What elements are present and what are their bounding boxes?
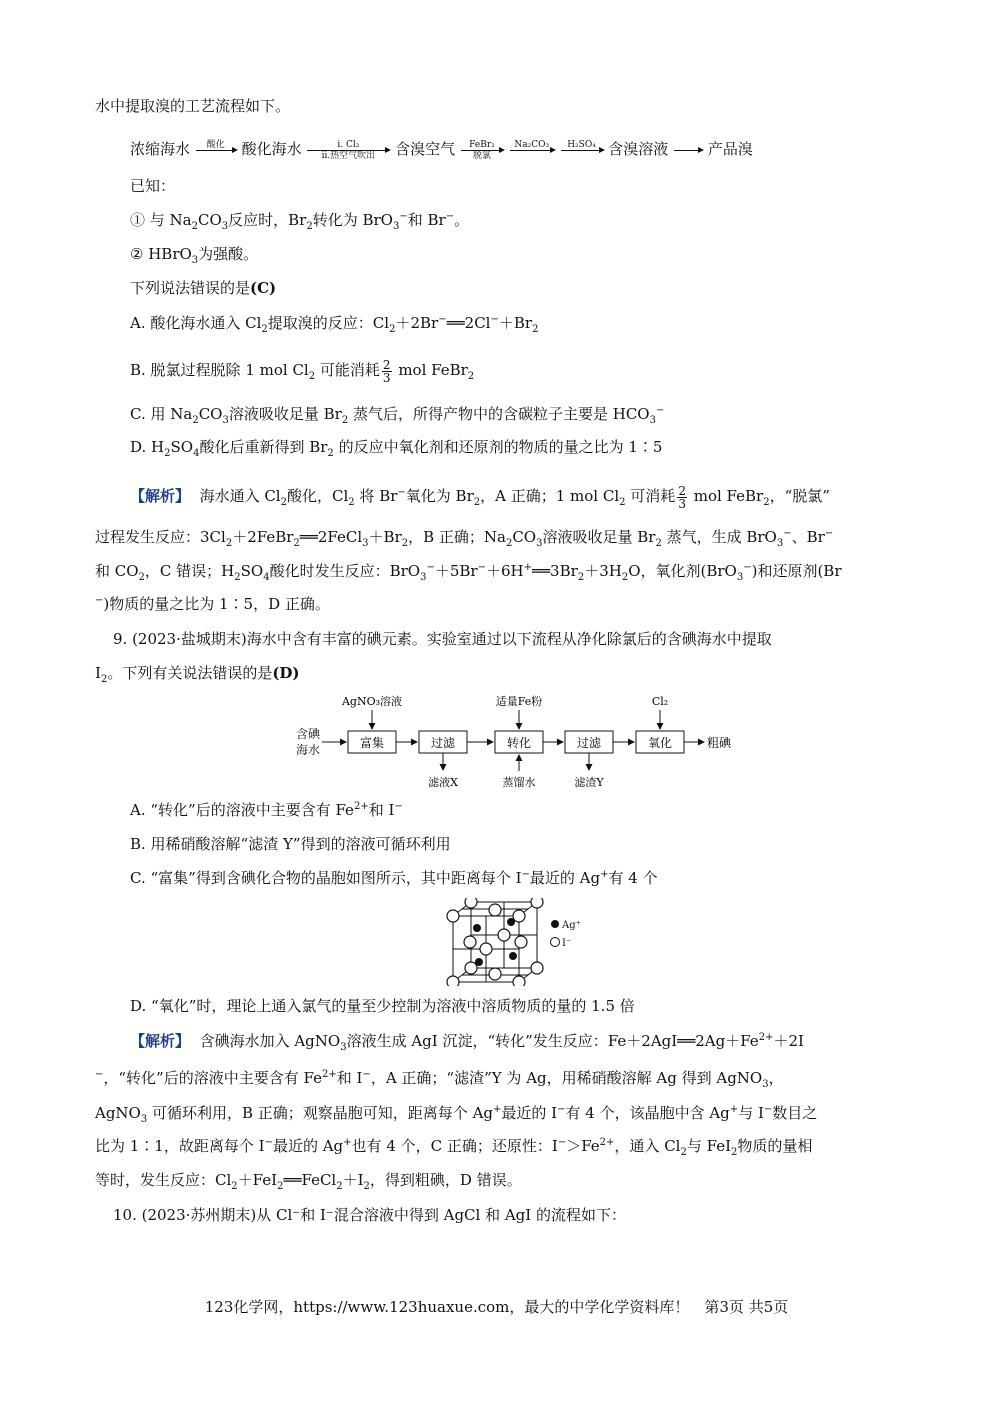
diagram-input-label-1: 含碘 xyxy=(296,727,321,741)
diagram-box-enrich xyxy=(348,731,396,753)
explanation-8-line-1: 【解析】 海水通入 $Cl_2$酸化，$Cl_2$ 将 Br−氧化为 $Br_2$，A 正确；1 mol $Cl_2$ 可消耗 $\frac{2}{3}$ mol FeBr$_2$，“脱氯” xyxy=(130,483,830,511)
diagram-reagent-fe: 适量Fe粉 xyxy=(495,695,543,708)
option-c: C. 用 $Na_2CO_3$溶液吸收足量 $Br_2$ 蒸气后，所得产物中的含碳粒子主要是 $HCO_3^-$ xyxy=(130,405,665,426)
flow-arrow-plain xyxy=(674,140,702,161)
diagram-reagent-agno3: AgNO₃溶液 xyxy=(341,695,403,708)
flow-step-acidified-seawater: 酸化海水 xyxy=(241,140,302,158)
explanation-9-line-3: AgNO$_3$ 可循环利用，B 正确；观察晶胞可知，距离每个 Ag+最近的 I−有 4 个，该晶胞中含 Ag+与 I−数目之 xyxy=(95,1104,818,1125)
diagram-residue-y: 滤渣Y xyxy=(574,776,604,789)
legend-ag-marker xyxy=(551,920,559,928)
flow-arrow-cl2-air: i. Cl₂ ii.热空气吹出 xyxy=(307,140,389,161)
question-8-stem: 下列说法错误的是(C) xyxy=(130,279,277,297)
diagram-distilled-water: 蒸馏水 xyxy=(502,776,536,789)
flow-arrow-na2co3: Na₂CO₃ xyxy=(510,140,554,161)
explanation-8-line-4: −)物质的量之比为 1∶5，D 正确。 xyxy=(95,595,330,613)
explanation-8-line-3: 和 $CO_2$，C 错误；$H_2SO_4$酸化时发生反应：$BrO_3^-+5Br^-+6H^+══3Br_2+3H_2O$，氧化剂(BrO$_3$−)和还原剂(Br xyxy=(95,562,842,583)
diagram-input-label-2: 海水 xyxy=(296,743,321,757)
svg-text:富集: 富集 xyxy=(359,736,385,750)
flow-arrow-acidify: 酸化 xyxy=(196,140,236,161)
explanation-9-line-4: 比为 1∶1，故距离每个 I−最近的 Ag+也有 4 个，C 正确；还原性：$I^->Fe^{2+}$，通入 $Cl_2$与 FeI$_2$物质的量相 xyxy=(95,1137,813,1158)
bromine-flow xyxy=(130,134,753,164)
svg-text:氧化: 氧化 xyxy=(647,736,673,750)
explanation-9-line-1: 【解析】 含碘海水加入 AgNO$_3$溶液生成 AgI 沉淀，“转化”发生反应：$Fe+2AgI══2Ag+Fe^{2+}+2I$ xyxy=(130,1032,804,1053)
question-9-line-2: $I_2$。下列有关说法错误的是(D) xyxy=(95,664,300,685)
explanation-9-line-2: −，“转化”后的溶液中主要含有 $Fe^{2+}$和 I−，A 正确；“滤渣”Y 为 Ag，用稀硝酸溶解 Ag 得到 AgNO$_3$， xyxy=(95,1069,784,1090)
fraction-two-thirds: $\frac{2}{3}$ xyxy=(382,357,391,385)
svg-text:过滤: 过滤 xyxy=(576,736,602,750)
diagram-box-convert xyxy=(495,731,543,753)
svg-text:转化: 转化 xyxy=(506,736,532,750)
diagram-box-oxidize xyxy=(636,731,684,753)
legend-i-marker xyxy=(551,938,560,947)
explanation-tag: 【解析】 xyxy=(130,1032,191,1050)
flow-step-bromine-solution: 含溴溶液 xyxy=(608,140,669,158)
flow-step-bromine-air: 含溴空气 xyxy=(395,140,456,158)
crystal-cell-figure xyxy=(443,898,583,986)
flow-step-concentrated-seawater: 浓缩海水 xyxy=(130,140,191,158)
known-label: 已知： xyxy=(130,177,176,195)
q9-option-d: D. “氧化”时，理论上通入氯气的量至少控制为溶液中溶质物质的量的 1.5 倍 xyxy=(130,997,635,1015)
diagram-box-filter-1 xyxy=(419,731,467,753)
explanation-9-line-5: 等时，发生反应：$Cl_2+FeI_2══FeCl_2+I_2$，得到粗碘，D 错误。 xyxy=(95,1171,522,1192)
known-item-2: ② HBrO$_3$为强酸。 xyxy=(130,245,259,266)
diagram-filtrate-x: 滤液X xyxy=(428,776,458,789)
iodine-flow-diagram xyxy=(286,690,746,794)
option-b: B. 脱氯过程脱除 1 mol $Cl_2$ 可能消耗 $\frac{2}{3}$ mol FeBr$_2$ xyxy=(130,357,475,385)
diagram-box-filter-2 xyxy=(565,731,613,753)
option-d: D. $H_2SO_4$酸化后重新得到 $Br_2$ 的反应中氧化剂和还原剂的物质的量之比为 1∶5 xyxy=(130,438,663,459)
explanation-8-line-2: 过程发生反应：$3Cl_2+2FeBr_2══2FeCl_3+Br_2$，B 正确；$Na_2CO_3$溶液吸收足量 $Br_2$ 蒸气，生成 BrO$_3$−、Br− xyxy=(95,528,834,549)
answer-d: (D) xyxy=(272,664,300,682)
svg-text:过滤: 过滤 xyxy=(430,736,456,750)
option-a: A. 酸化海水通入 $Cl_2$提取溴的反应：$Cl_2+2Br^-══2Cl^-+Br_2$ xyxy=(130,314,539,335)
page-footer: 123化学网，https://www.123huaxue.com，最大的中学化学资料库！ 第3页 共5页 xyxy=(204,1298,789,1316)
answer-c: (C) xyxy=(250,279,277,297)
intro-text: 水中提取溴的工艺流程如下。 xyxy=(95,97,291,115)
q9-option-a: A. “转化”后的溶液中主要含有 $Fe^{2+}$和 I− xyxy=(130,801,403,819)
legend-ag-label: Ag⁺ xyxy=(562,920,581,931)
diagram-reagent-cl2: Cl₂ xyxy=(651,695,669,708)
question-10-stem: 10. (2023·苏州期末)从 Cl⁻和 I⁻混合溶液中得到 AgCl 和 AgI 的流程如下： xyxy=(113,1206,626,1224)
explanation-tag: 【解析】 xyxy=(130,487,191,505)
flow-arrow-febr2: FeBr₂ 脱氯 xyxy=(461,140,503,161)
legend-i-label: I⁻ xyxy=(562,938,572,949)
diagram-output-label: 粗碘 xyxy=(707,736,732,750)
q9-option-b: B. 用稀硝酸溶解“滤渣 Y”得到的溶液可循环利用 xyxy=(130,835,451,853)
q9-option-c: C. “富集”得到含碘化合物的晶胞如图所示，其中距离每个 I−最近的 Ag+有 4 个 xyxy=(130,869,658,887)
known-item-1: ① 与 $Na_2CO_3$反应时，$Br_2$转化为 BrO$_3$−和 Br−。 xyxy=(130,211,470,232)
question-9-line-1: 9. (2023·盐城期末)海水中含有丰富的碘元素。实验室通过以下流程从净化除氯后的含碘海水中提取 xyxy=(113,630,772,648)
flow-arrow-h2so4: H₂SO₄ xyxy=(561,140,603,161)
flow-step-product-bromine: 产品溴 xyxy=(707,140,753,158)
